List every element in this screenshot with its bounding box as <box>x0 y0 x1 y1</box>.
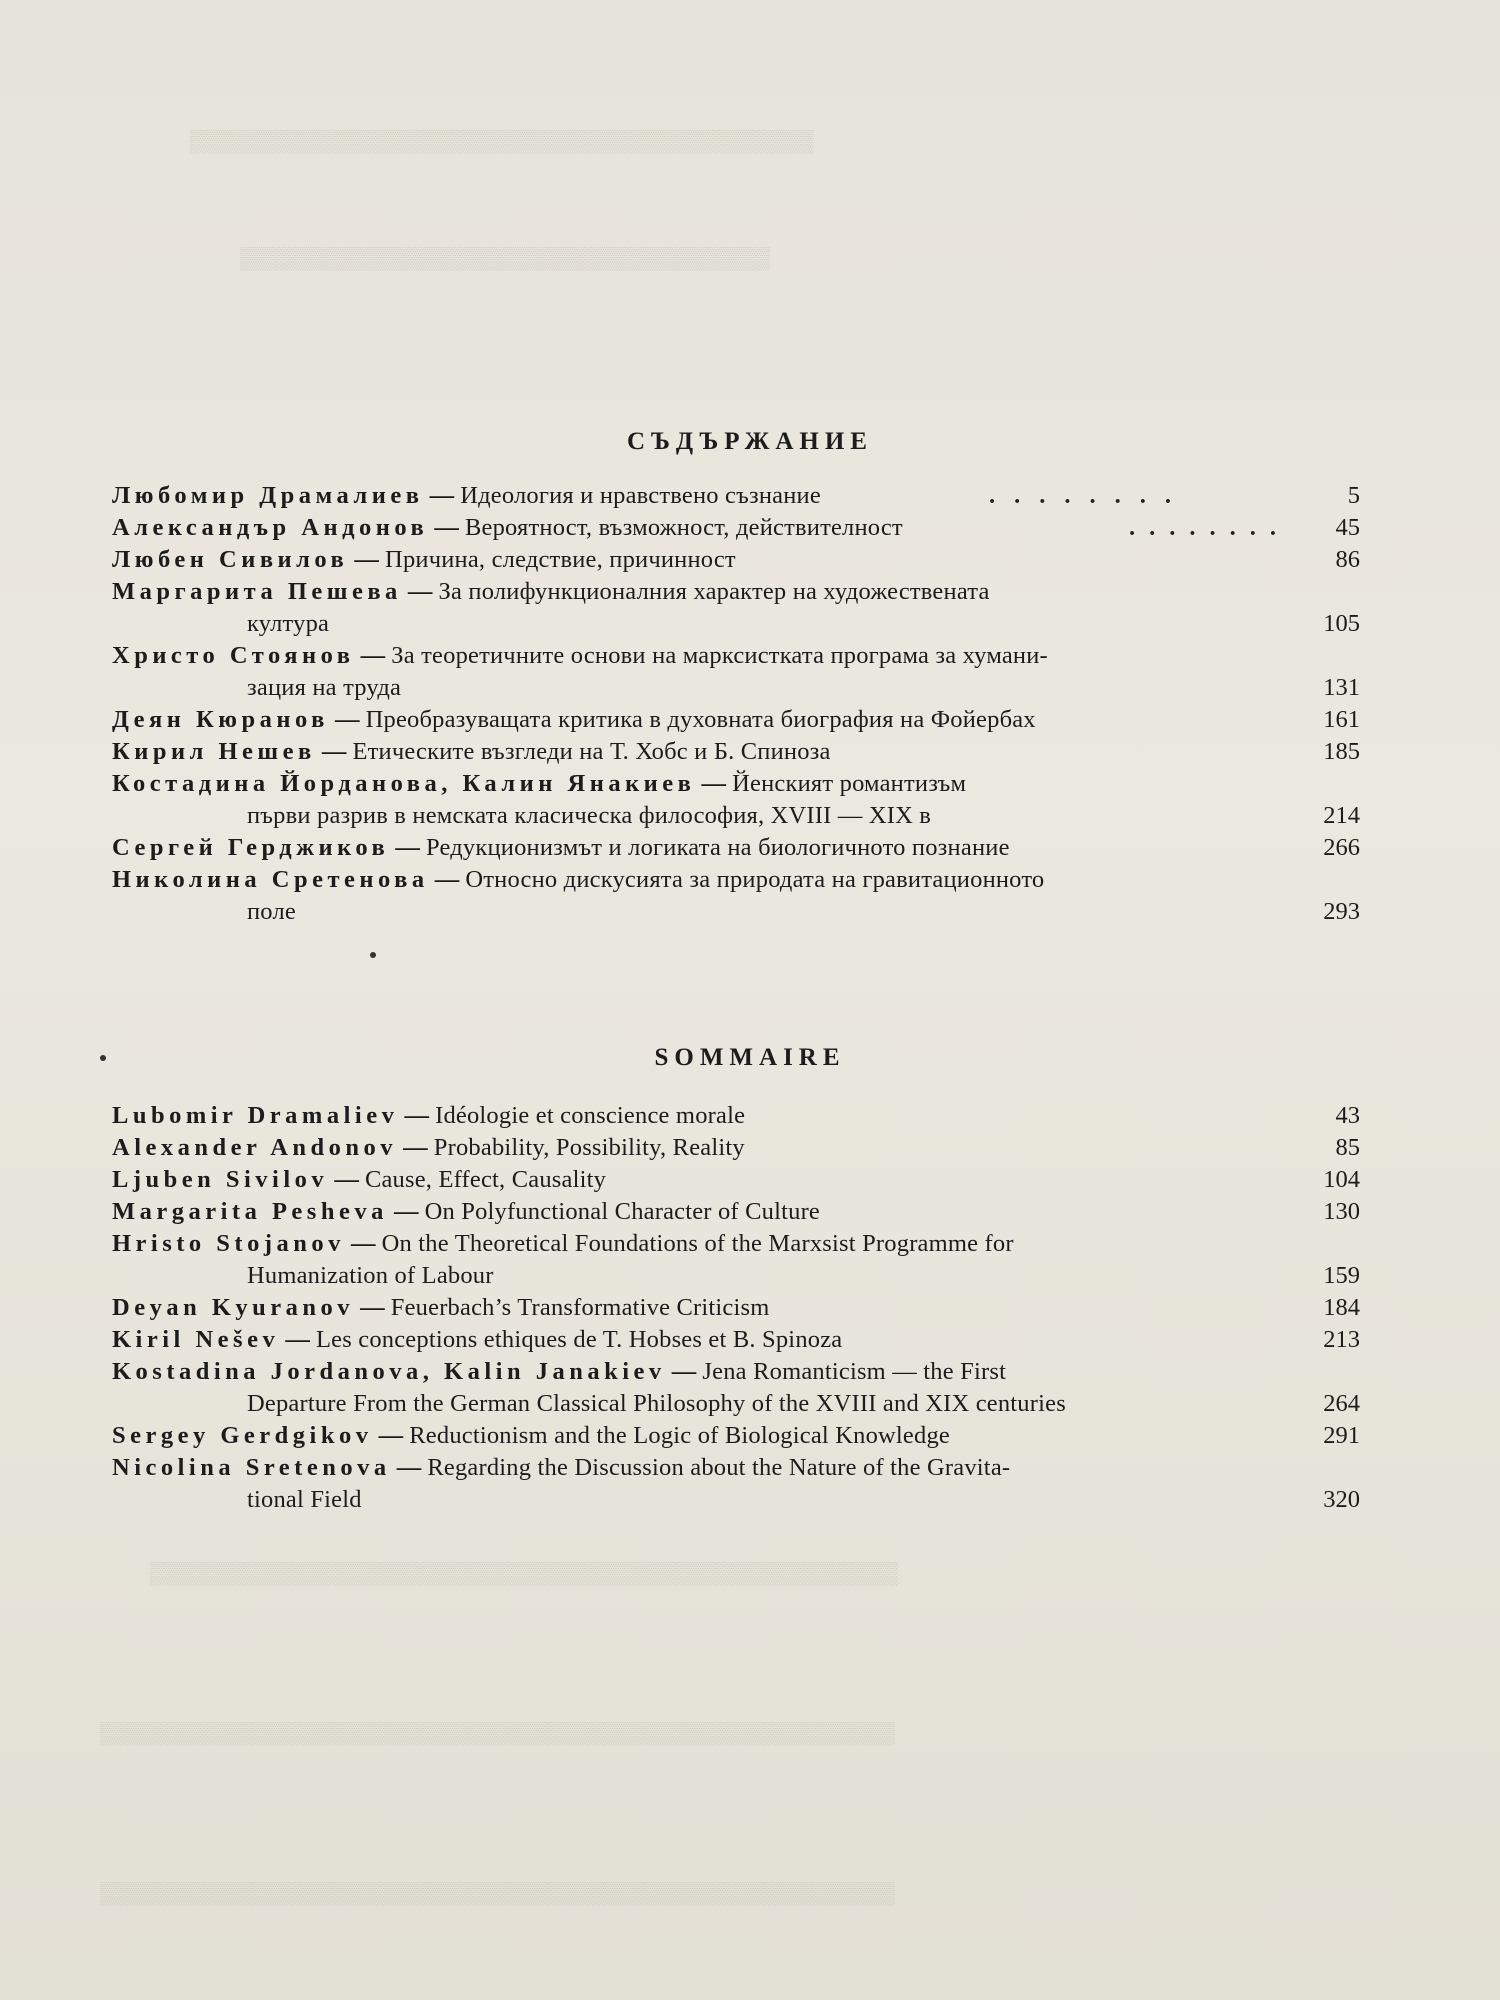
sommaire-heading: SOMMAIRE <box>654 1044 846 1071</box>
sommaire-title-cont: Departure From the German Classical Philosophy of the XVIII and XIX centuries <box>247 1390 1066 1417</box>
toc-page: 5 <box>1347 482 1360 509</box>
separator: — <box>429 482 455 509</box>
toc-page: 131 <box>1323 674 1360 701</box>
separator: — <box>335 706 360 733</box>
toc-entry <box>112 544 1360 576</box>
separator: — <box>671 1358 697 1385</box>
sommaire-page: 104 <box>1323 1166 1360 1193</box>
toc-entry <box>112 480 1360 512</box>
toc-title-cont: първи разрив в немската класическа философия, XVIII — XIX в <box>247 802 932 829</box>
sommaire-page: 43 <box>1335 1102 1360 1129</box>
sommaire-page: 264 <box>1323 1390 1360 1417</box>
toc-author: Александър Андонов <box>112 514 429 541</box>
toc-entry <box>112 704 1360 736</box>
toc-title: За теоретичните основи на марксистката програма за хумани- <box>391 642 1048 669</box>
sommaire-title: Feuerbach’s Transformative Criticism <box>390 1294 770 1321</box>
sommaire-title-cont: Humanization of Labour <box>247 1262 494 1289</box>
toc-entry <box>112 576 1360 640</box>
sommaire-title: Cause, Effect, Causality <box>364 1166 607 1193</box>
toc-author: Костадина Йорданова, Калин Янакиев <box>112 770 696 797</box>
toc-page: 266 <box>1323 834 1360 861</box>
toc-title: Йенският романтизъм <box>732 770 967 797</box>
sommaire-entry <box>112 1196 1360 1228</box>
sommaire-entry <box>112 1420 1360 1452</box>
toc-title: Причина, следствие, причинност <box>385 546 736 573</box>
sommaire-page: 184 <box>1323 1294 1360 1321</box>
sommaire-title: Probability, Possibility, Reality <box>433 1134 745 1161</box>
toc-entry <box>112 640 1360 704</box>
toc-title-cont: поле <box>247 898 296 925</box>
toc-page: 105 <box>1323 610 1360 637</box>
toc-page: 161 <box>1323 706 1360 733</box>
sommaire-author: Sergey Gerdgikov <box>112 1422 373 1449</box>
sommaire-author: Ljuben Sivilov <box>112 1166 329 1193</box>
sommaire-author: Kostadina Jordanova, Kalin Janakiev <box>112 1358 666 1385</box>
toc-entry <box>112 768 1360 832</box>
toc-page: 185 <box>1323 738 1360 765</box>
leader-dots: ........ <box>1129 514 1290 541</box>
separator: — <box>354 546 379 573</box>
toc-author: Сергей Герджиков <box>112 834 390 861</box>
contents-list <box>112 480 1360 928</box>
leader-dots: ........ <box>989 482 1190 509</box>
sommaire-author: Alexander Andonov <box>112 1134 398 1161</box>
toc-title: Относно дискусията за природата на гравитационното <box>465 866 1045 893</box>
sommaire-title-cont: tional Field <box>247 1486 362 1513</box>
toc-author: Маргарита Пешева <box>112 578 402 605</box>
separator: — <box>321 738 347 765</box>
sommaire-page: 320 <box>1323 1486 1360 1513</box>
sommaire-entry <box>112 1324 1360 1356</box>
toc-author: Николина Сретенова <box>112 866 429 893</box>
sommaire-title: Regarding the Discussion about the Nature of the Gravita- <box>427 1454 1011 1481</box>
toc-page: 214 <box>1323 802 1360 829</box>
sommaire-title: Jena Romanticism — the First <box>702 1358 1007 1385</box>
separator: — <box>404 1102 429 1129</box>
toc-entry <box>112 736 1360 768</box>
separator: — <box>378 1422 404 1449</box>
separator: — <box>334 1166 359 1193</box>
toc-entry <box>112 832 1360 864</box>
separator: — <box>360 1294 385 1321</box>
separator: — <box>395 834 420 861</box>
sommaire-title: Reductionism and the Logic of Biological Knowledge <box>409 1422 950 1449</box>
toc-page: 45 <box>1335 514 1360 541</box>
separator: — <box>434 514 459 541</box>
separator: — <box>285 1326 310 1353</box>
toc-author: Любен Сивилов <box>112 546 349 573</box>
sommaire-author: Kiril Nešev <box>112 1326 280 1353</box>
sommaire-author: Hristo Stojanov <box>112 1230 345 1257</box>
sommaire-entry <box>112 1292 1360 1324</box>
separator: — <box>360 642 386 669</box>
sommaire-page: 85 <box>1335 1134 1360 1161</box>
sommaire-title: On Polyfunctional Character of Culture <box>424 1198 821 1225</box>
separator: — <box>434 866 460 893</box>
toc-page: 86 <box>1335 546 1360 573</box>
toc-title: Вероятност, възможност, действителност <box>464 514 903 541</box>
contents-heading: СЪДЪРЖАНИЕ <box>627 428 873 455</box>
sommaire-entry <box>112 1228 1360 1292</box>
sommaire-entry <box>112 1132 1360 1164</box>
sommaire-entry <box>112 1100 1360 1132</box>
separator: — <box>393 1198 419 1225</box>
toc-page: 293 <box>1323 898 1360 925</box>
toc-title: Преобразуващата критика в духовната биография на Фойербах <box>365 706 1036 733</box>
sommaire-entry <box>112 1356 1360 1420</box>
toc-entry <box>112 864 1360 928</box>
sommaire-author: Deyan Kyuranov <box>112 1294 355 1321</box>
page: ▒▒▒▒▒▒▒▒▒▒▒▒▒▒▒▒▒▒▒▒▒▒▒▒▒▒▒▒▒▒▒▒▒▒▒▒▒▒▒▒ ▒▒▒▒▒▒▒▒▒▒▒▒▒▒▒▒▒▒▒▒▒▒▒▒▒▒▒▒▒▒▒▒▒▒ ▒▒▒▒▒▒▒▒▒▒▒▒▒▒▒▒▒▒▒▒▒▒▒▒▒▒▒▒▒▒▒▒▒▒▒▒▒▒▒▒▒▒▒▒▒▒▒▒ ▒▒▒▒▒▒▒▒▒▒▒▒▒▒▒▒▒▒▒▒▒▒▒▒▒▒▒▒▒▒▒▒▒▒▒▒▒▒▒▒▒▒▒▒▒▒▒▒▒▒▒ ▒▒▒▒▒▒▒▒▒▒▒▒▒▒▒▒▒▒▒▒▒▒▒▒▒▒▒▒▒▒▒▒▒▒▒▒▒▒▒▒▒▒▒▒▒▒▒▒▒▒▒ СЪДЪРЖАНИЕ Любомир Драмалиев — Идеология и нравствено съзнание ........ 5 Александър Андонов — Вероятност, възможност, действителност ........ 45 Любен Сивилов — Причина, следствие, причинност 86 Маргарита Пешева — За полифункционалния характер на художествената култура 105 Христо Стоянов — За теоретичните основи на марксистката програма за хумани- зация на труда 131 Деян Кюранов — Преобразуващата критика в духовната биография на Фойербах 161 Кирил Нешев — Етическите възгледи на Т. Хобс и Б. Спиноза 185 Костадина Йорданова, Калин Янакиев — Йенският романтизъм първи разрив в немската класическа философия, XVIII — XIX в 214 Сергей Герджиков — Редукционизмът и логиката на биологичното познание 266 Николина Сретенова — Относно дискусията за природата на гравитационното поле 293 SOMMAIRE Lubomir Dramaliev — Idéologie et conscience morale 43 Alexander Andonov — Probability, Possibility, Reality 85 Ljuben Sivilov — Cause, Effect, Causality 104 Margarita Pesheva — On Polyfunctional Character of Culture 130 Hristo Stojanov — On the Theoretical Foundations of the Marxsist Programme for Humanization of Labour 159 Deyan Kyuranov — Feuerbach’s Transformative Criticism 184 Kiril Nešev — Les conceptions ethiques de T. Hobses et B. Spinoza 213 Kostadina Jordanova, Kalin Janakiev — Jena Romanticism — the First Departure From the German Classical Philosophy of the XVIII and XIX centuries 264 Sergey Gerdgikov — Reductionism and the Logic of Biological Knowledge 291 Nicolina Sretenova — Regarding the Discussion about the Nature of the Gravita- tional Field 320 <box>0 0 1500 2000</box>
toc-author: Христо Стоянов <box>112 642 355 669</box>
sommaire-entry <box>112 1452 1360 1516</box>
separator: — <box>396 1454 422 1481</box>
separator: — <box>351 1230 376 1257</box>
toc-title: За полифункционалния характер на художествената <box>438 578 990 605</box>
separator: — <box>701 770 727 797</box>
toc-title-cont: култура <box>247 610 330 637</box>
toc-author: Деян Кюранов <box>112 706 329 733</box>
toc-title: Редукционизмът и логиката на биологичното познание <box>426 834 1010 861</box>
sommaire-page: 213 <box>1323 1326 1360 1353</box>
sommaire-title: Les conceptions ethiques de T. Hobses et B. Spinoza <box>315 1326 843 1353</box>
toc-title: Идеология и нравствено съзнание <box>460 482 821 509</box>
separator: — <box>403 1134 428 1161</box>
separator: — <box>407 578 433 605</box>
sommaire-page: 291 <box>1323 1422 1360 1449</box>
sommaire-title: Idéologie et conscience morale <box>435 1102 746 1129</box>
sommaire-page: 159 <box>1323 1262 1360 1289</box>
sommaire-page: 130 <box>1323 1198 1360 1225</box>
toc-author: Кирил Нешев <box>112 738 316 765</box>
sommaire-entry <box>112 1164 1360 1196</box>
sommaire-title: On the Theoretical Foundations of the Marxsist Programme for <box>381 1230 1014 1257</box>
sommaire-author: Margarita Pesheva <box>112 1198 388 1225</box>
sommaire-list <box>112 1100 1360 1516</box>
toc-title-cont: зация на труда <box>247 674 402 701</box>
sommaire-author: Nicolina Sretenova <box>112 1454 391 1481</box>
stray-dot <box>370 952 376 958</box>
toc-title: Етическите възгледи на Т. Хобс и Б. Спиноза <box>352 738 831 765</box>
sommaire-author: Lubomir Dramaliev <box>112 1102 399 1129</box>
toc-author: Любомир Драмалиев <box>112 482 424 509</box>
toc-entry <box>112 512 1360 544</box>
